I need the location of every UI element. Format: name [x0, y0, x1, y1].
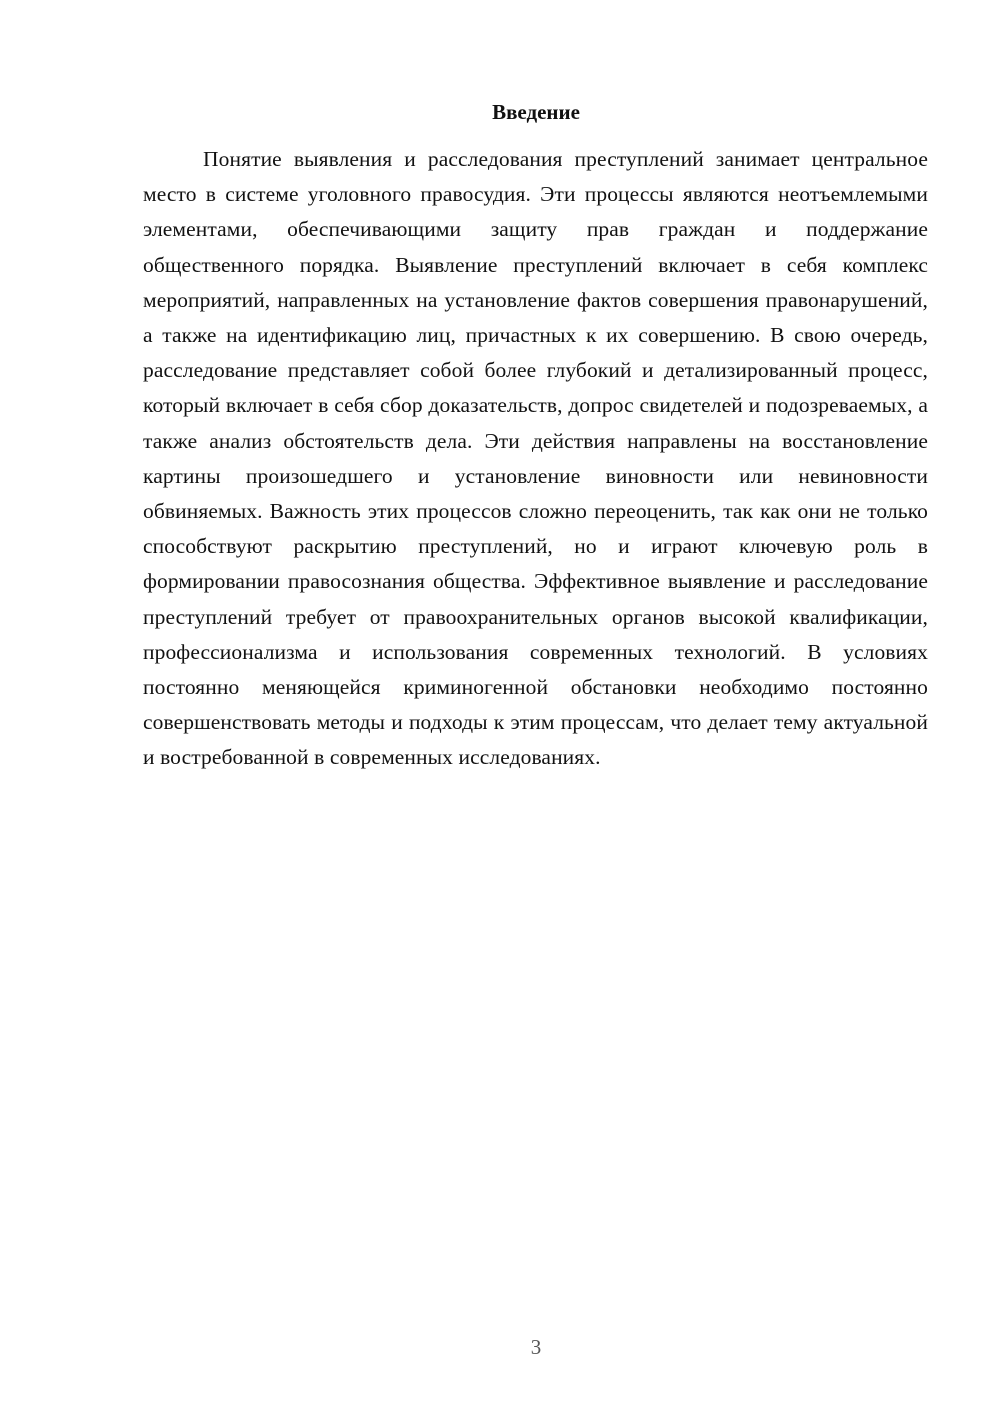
page-number: 3 — [530, 1335, 542, 1359]
body-paragraph: Понятие выявления и расследования преступлений занимает центральное место в системе уголовного правосудия. Эти процессы являются неотъемлемыми элементами, обеспечивающими защиту прав граждан и поддержание общественного порядка. Выявление преступлений включает в себя комплекс мероприятий, направленных на установление фактов совершения правонарушений, а также на идентификацию лиц, причастных к их совершению. В свою очередь, расследование представляет собой более глубокий и детализированный процесс, который включает в себя сбор доказательств, допрос свидетелей и подозреваемых, а также анализ обстоятельств дела. Эти действия направлены на восстановление картины произошедшего и установление виновности или невиновности обвиняемых. Важность этих процессов сложно переоценить, так как они не только способствуют раскрытию преступлений, но и играют ключевую роль в формировании правосознания общества. Эффективное выявление и расследование преступлений требует от правоохранительных органов высокой квалификации, профессионализма и использования современных технологий. В условиях постоянно меняющейся криминогенной обстановки необходимо постоянно совершенствовать методы и подходы к этим процессам, что делает тему актуальной и востребованной в современных исследованиях. — [143, 147, 928, 770]
section-title: Введение — [492, 100, 580, 124]
